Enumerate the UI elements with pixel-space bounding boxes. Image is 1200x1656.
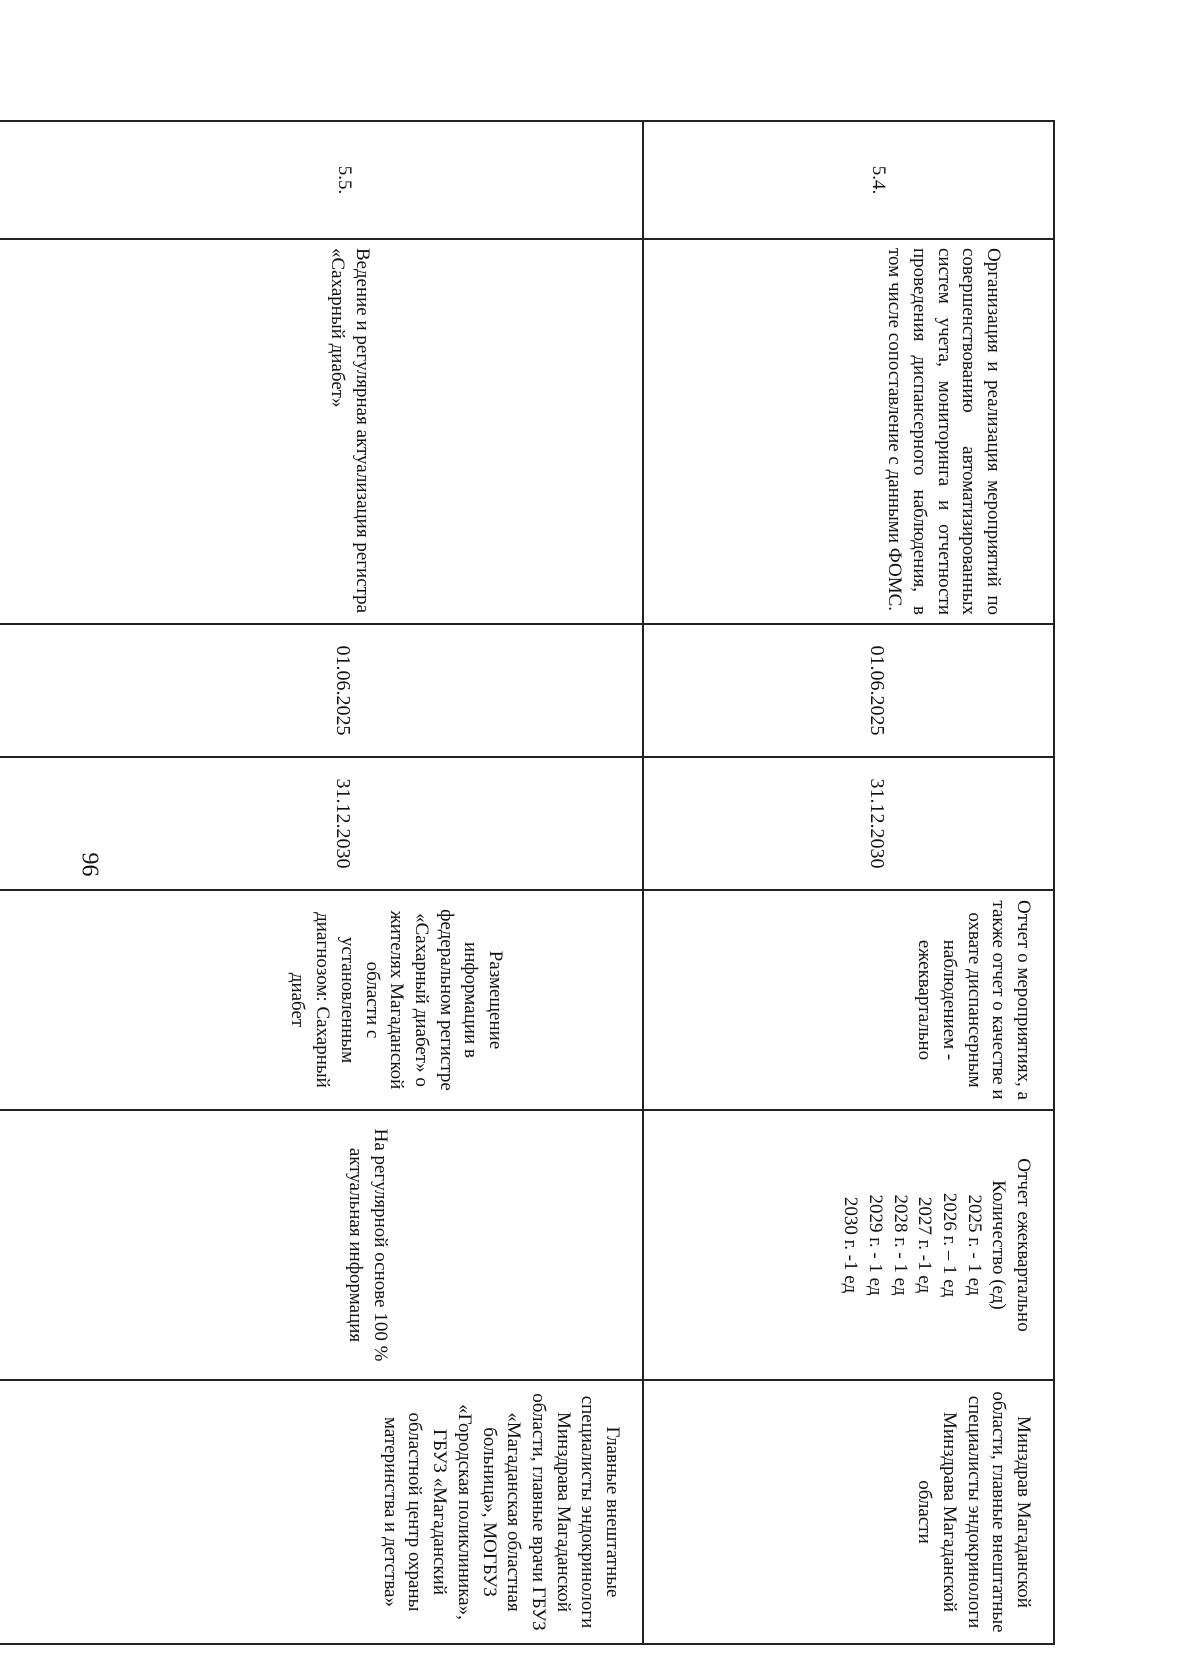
row-number-cell (643, 121, 1054, 239)
start-date-cell (643, 624, 1054, 757)
end-date: 31.12.2030 (332, 778, 354, 869)
row-number-cell (0, 121, 643, 239)
control-line: 2027 г. -1 ед (914, 1196, 936, 1294)
plan-table (0, 120, 1055, 1645)
start-date: 01.06.2025 (866, 645, 888, 736)
table-row (0, 121, 643, 1644)
table-row (643, 121, 1054, 1644)
result-text: Отчет о мероприятиях, а также отчет о качестве и охвате диспансерным наблюдением - ежеквартально (914, 900, 1034, 1100)
end-date-cell (0, 757, 643, 890)
result-cell (643, 890, 1054, 1110)
control-line: 2026 г. – 1 ед (938, 1192, 960, 1298)
end-date: 31.12.2030 (866, 778, 888, 869)
row-number: 5.5. (334, 165, 355, 195)
start-date: 01.06.2025 (332, 645, 354, 736)
page-number: 96 (76, 852, 103, 877)
activity-cell (643, 239, 1054, 624)
control-line: 2030 г. -1 ед (840, 1196, 862, 1294)
control-cell (643, 1110, 1054, 1380)
control-line: 2028 г. - 1 ед (889, 1194, 911, 1296)
control-line: 2025 г. - 1 ед (963, 1194, 985, 1296)
responsible-cell (643, 1380, 1054, 1644)
result-cell (0, 890, 643, 1110)
control-line: 2029 г. - 1 ед (864, 1194, 886, 1296)
responsible-text: Главные внештатные специалисты эндокринологи Минздрава Магаданской области, главные врачи ГБУЗ «Магаданская областная больница», МОГБУЗ «Городская поликлиника», ГБУЗ «Магаданский областной центр охраны материнства и детства» (379, 1393, 623, 1631)
control-cell (0, 1110, 643, 1380)
control-line: На регулярной основе 100 % актуальная информация (345, 1128, 391, 1362)
rotated-table-area (115, 120, 1055, 1643)
activity-text: Ведение и регулярная актуализация регистра «Сахарный диабет» (327, 248, 373, 614)
result-text: Размещение информации в федеральном регистре «Сахарный диабет» о жителях Магаданской области с установленным диагнозом: Сахарный диабет (287, 909, 506, 1091)
control-line: Количество (ед) (988, 1180, 1010, 1310)
control-line: Отчет ежеквартально (1013, 1158, 1034, 1332)
responsible-text: Минздрав Магаданской области, главные внештатные специалисты эндокринологи Минздрава Магаданской области (914, 1391, 1034, 1633)
start-date-cell (0, 624, 643, 757)
activity-text: Организация и реализация мероприятий по совершенствованию автоматизированных систем учета, мониторинга и отчетности проведения диспансерного наблюдения, в том числе сопоставление с данными ФОМС. (884, 248, 1004, 615)
responsible-cell (0, 1380, 643, 1644)
end-date-cell (643, 757, 1054, 890)
row-number: 5.4. (868, 165, 889, 195)
activity-cell (0, 239, 643, 624)
